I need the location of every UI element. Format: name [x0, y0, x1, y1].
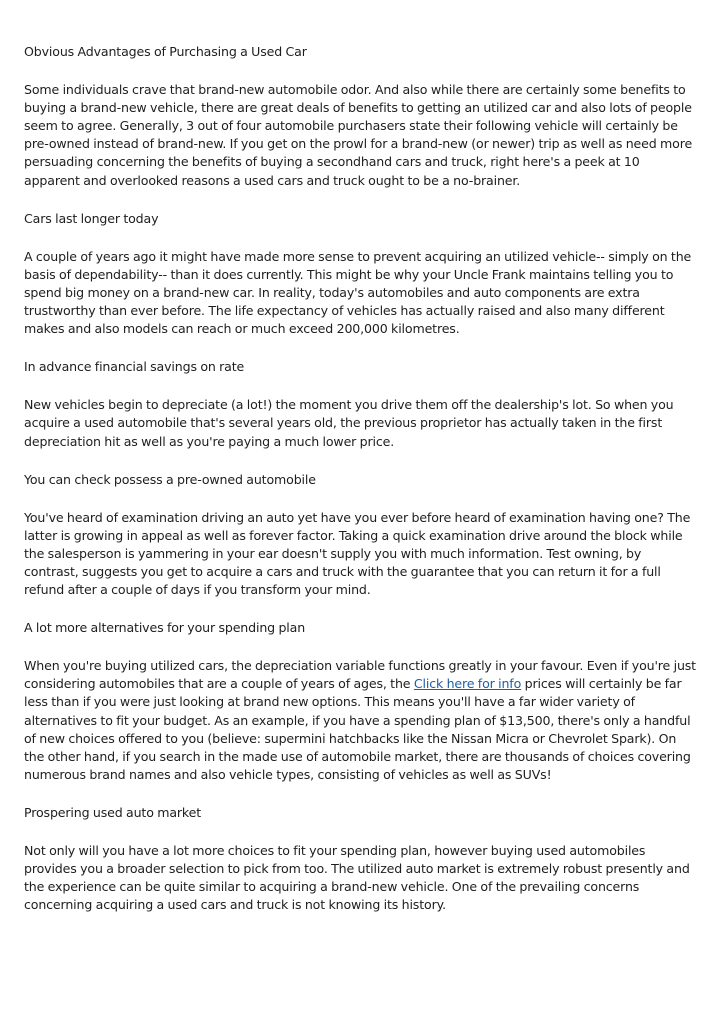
- section-body-cars-last-longer: A couple of years ago it might have made more sense to prevent acquiring an utilized vehicle-- simply on the basis of dependability-- than it does currently. This might be why your Uncle Frank maintains telling you to spend big money on a brand-new car. In reality, today's automobiles and auto components are extra trustworthy than ever before. The life expectancy of vehicles has actually raised and also many different makes and also models can reach or much exceed 200,000 kilometres.: [24, 248, 692, 337]
- section-heading-more-alternatives: A lot more alternatives for your spending plan: [24, 620, 306, 636]
- document-title: Obvious Advantages of Purchasing a Used Car: [24, 44, 307, 59]
- section-body-more-alternatives: [24, 657, 698, 784]
- section-heading-savings-on-rate: In advance financial savings on rate: [24, 359, 245, 375]
- section-body-used-auto-market: Not only will you have a lot more choices to fit your spending plan, however buying used automobiles provides you a broader selection to pick from too. The utilized auto market is extremely robust presently and the experience can be quite similar to acquiring a brand-new vehicle. One of the prevailing concerns concerning acquiring a used cars and truck is not knowing its history.: [24, 843, 690, 913]
- click-here-for-info-link[interactable]: Click here for info: [413, 676, 522, 692]
- intro-paragraph: Some individuals crave that brand-new automobile odor. And also while there are certainly some benefits to buying a brand-new vehicle, there are great deals of benefits to getting an utilized car and also lots of people seem to agree. Generally, 3 out of four automobile purchasers state their following vehicle will certainly be pre-owned instead of brand-new. If you get on the prowl for a brand-new (or newer) trip as well as need more persuading concerning the benefits of buying a secondhand cars and truck, right here's a peek at 10 apparent and overlooked reasons a used cars and truck ought to be a no-brainer.: [24, 82, 693, 188]
- section-body-test-own: You've heard of examination driving an auto yet have you ever before heard of examination having one? The latter is growing in appeal as well as forever factor. Taking a quick examination drive around the block while the salesperson is yammering in your ear doesn't supply you with much information. Test owning, by contrast, suggests you get to acquire a cars and truck with the guarantee that you can return it for a full refund after a couple of days if you transform your mind.: [24, 509, 691, 598]
- body-text-before-link: When you're buying utilized cars, the depreciation variable functions greatly in your favour. Even if you're just considering automobiles that are a couple of years of ages, the: [24, 658, 696, 692]
- section-body-savings-on-rate: New vehicles begin to depreciate (a lot!) the moment you drive them off the dealership's lot. So when you acquire a used automobile that's several years old, the previous proprietor has actually taken in the first depreciation hit as well as you're paying a much lower price.: [24, 397, 674, 449]
- document-page: [24, 43, 698, 934]
- section-heading-test-own: You can check possess a pre-owned automobile: [24, 471, 316, 487]
- section-heading-used-auto-market: Prospering used auto market: [24, 804, 202, 820]
- body-text-after-link: prices will certainly be far less than if you were just looking at brand new options. This means you'll have a far wider variety of alternatives to fit your budget. As an example, if you have a spending plan of $13,500, there's only a handful of new choices offered to you (believe: supermini hatchbacks like the Nissan Micra or Chevrolet Spark). On the other hand, if you search in the made use of automobile market, there are thousands of choices covering numerous brand names and also vehicle types, consisting of vehicles as well as SUVs!: [24, 676, 691, 782]
- section-heading-cars-last-longer: Cars last longer today: [24, 210, 159, 226]
